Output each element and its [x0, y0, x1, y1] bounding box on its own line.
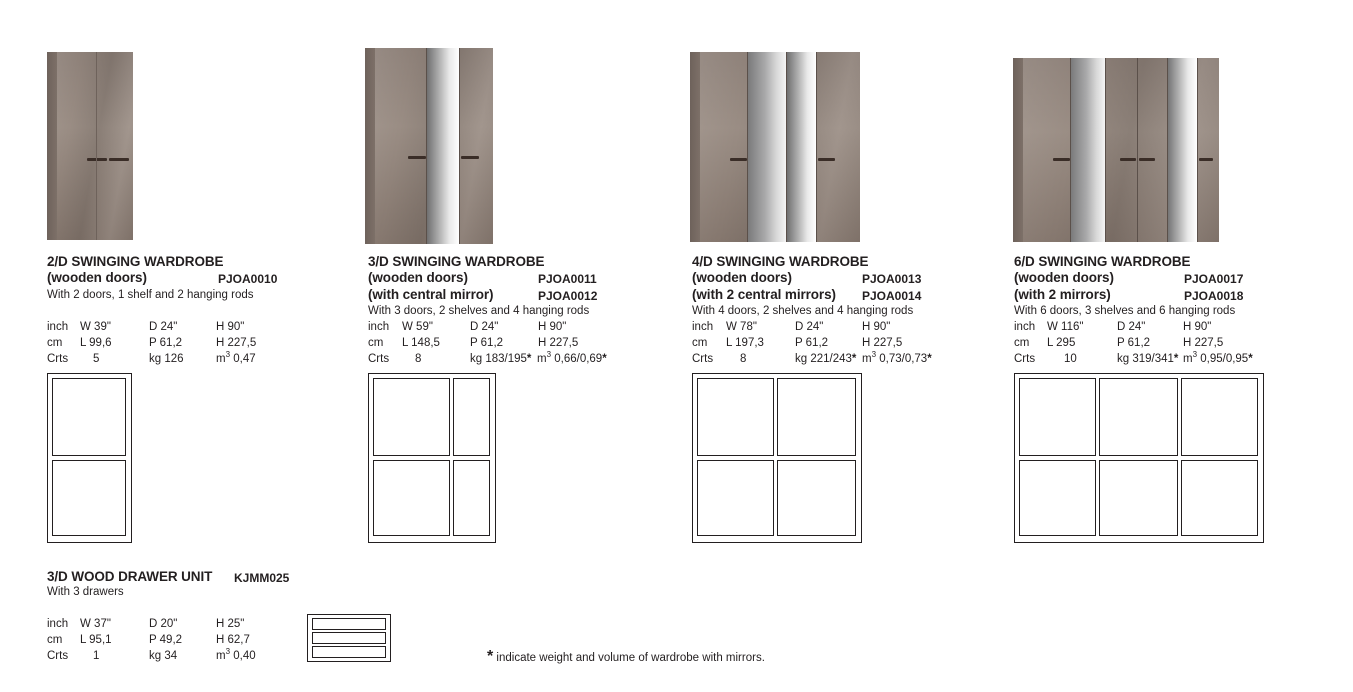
spec-inch-d: D 20" — [149, 618, 178, 630]
footnote — [487, 648, 765, 666]
wardrobe-2d-photo — [47, 52, 133, 240]
spec-inch-label: inch — [47, 618, 69, 630]
wardrobe-6d-photo — [1013, 58, 1219, 242]
spec-cm-label: cm — [368, 337, 384, 349]
spec-cm-w: L 148,5 — [402, 337, 440, 349]
footnote-text: indicate weight and volume of wardrobe with mirrors. — [493, 652, 765, 664]
variant-label: (wooden doors) — [1014, 270, 1114, 285]
wardrobe-4d-drawing — [692, 373, 862, 543]
spec-cm-w: L 95,1 — [80, 634, 112, 646]
spec-weight: kg 183/195* — [470, 353, 532, 365]
spec-inch-d: D 24" — [470, 321, 499, 333]
spec-inch-w: W 59" — [402, 321, 433, 333]
spec-cm-w: L 99,6 — [80, 337, 112, 349]
spec-inch-d: D 24" — [795, 321, 824, 333]
spec-cm-h: H 62,7 — [216, 634, 250, 646]
product-description: With 6 doors, 3 shelves and 6 hanging rods — [1014, 305, 1236, 317]
spec-crts-count: 8 — [740, 353, 747, 365]
wardrobe-2d-drawing — [47, 373, 132, 543]
product-code: PJOA0013 — [862, 272, 922, 286]
variant-label: (wooden doors) — [368, 270, 468, 285]
spec-crts-label: Crts — [1014, 353, 1036, 365]
product-code: PJOA0012 — [538, 289, 598, 303]
spec-cm-label: cm — [47, 337, 63, 349]
spec-cm-label: cm — [47, 634, 63, 646]
wardrobe-6d-drawing — [1014, 373, 1264, 543]
spec-inch-label: inch — [692, 321, 714, 333]
spec-crts-count: 10 — [1064, 353, 1077, 365]
product-description: With 4 doors, 2 shelves and 4 hanging rods — [692, 305, 914, 317]
spec-inch-w: W 116" — [1047, 321, 1084, 333]
drawer-unit-drawing — [307, 614, 391, 662]
spec-cm-label: cm — [692, 337, 708, 349]
spec-weight: kg 126 — [149, 353, 184, 365]
product-title-2d: 2/D SWINGING WARDROBE — [47, 254, 224, 269]
product-description: With 3 doors, 2 shelves and 4 hanging rods — [368, 305, 590, 317]
spec-inch-d: D 24" — [149, 321, 178, 333]
variant-label: (with central mirror) — [368, 287, 494, 302]
wardrobe-3d-photo — [365, 48, 493, 244]
spec-crts-label: Crts — [47, 353, 69, 365]
wardrobe-3d-drawing — [368, 373, 496, 543]
product-code: PJOA0011 — [538, 272, 597, 286]
spec-inch-d: D 24" — [1117, 321, 1146, 333]
product-code: PJOA0010 — [218, 272, 278, 286]
spec-crts-label: Crts — [368, 353, 390, 365]
drawer-unit-code: KJMM025 — [234, 571, 290, 585]
spec-inch-h: H 90" — [216, 321, 245, 333]
product-title-3d: 3/D SWINGING WARDROBE — [368, 254, 545, 269]
spec-inch-h: H 90" — [1183, 321, 1212, 333]
product-code: PJOA0018 — [1184, 289, 1244, 303]
spec-inch-h: H 90" — [862, 321, 891, 333]
spec-inch-w: W 39" — [80, 321, 111, 333]
spec-cm-w: L 295 — [1047, 337, 1076, 349]
spec-cm-h: H 227,5 — [216, 337, 257, 349]
spec-inch-h: H 90" — [538, 321, 567, 333]
spec-volume: $m^3$ 0,95/0,95* — [1183, 350, 1253, 365]
variant-label: (with 2 central mirrors) — [692, 287, 836, 302]
spec-crts-count: 8 — [415, 353, 422, 365]
variant-label: (wooden doors) — [47, 270, 147, 285]
spec-weight: kg 319/341* — [1117, 353, 1179, 365]
spec-crts-count: 1 — [93, 650, 100, 662]
spec-cm-w: L 197,3 — [726, 337, 764, 349]
variant-label: (with 2 mirrors) — [1014, 287, 1111, 302]
spec-cm-d: P 61,2 — [795, 337, 829, 349]
product-title-4d: 4/D SWINGING WARDROBE — [692, 254, 869, 269]
product-title-6d: 6/D SWINGING WARDROBE — [1014, 254, 1191, 269]
spec-inch-label: inch — [368, 321, 390, 333]
spec-cm-h: H 227,5 — [1183, 337, 1224, 349]
spec-cm-h: H 227,5 — [862, 337, 903, 349]
product-description: With 2 doors, 1 shelf and 2 hanging rods — [47, 289, 254, 301]
spec-cm-h: H 227,5 — [538, 337, 579, 349]
spec-crts-label: Crts — [47, 650, 69, 662]
spec-cm-d: P 49,2 — [149, 634, 183, 646]
spec-cm-d: P 61,2 — [470, 337, 504, 349]
spec-inch-label: inch — [1014, 321, 1036, 333]
variant-label: (wooden doors) — [692, 270, 792, 285]
spec-inch-w: W 37" — [80, 618, 111, 630]
spec-crts-label: Crts — [692, 353, 714, 365]
drawer-unit-description: With 3 drawers — [47, 586, 124, 598]
spec-weight: kg 34 — [149, 650, 178, 662]
spec-volume: $m^3$ 0,47 — [216, 350, 256, 365]
spec-weight: kg 221/243* — [795, 353, 857, 365]
spec-volume: $m^3$ 0,73/0,73* — [862, 350, 932, 365]
drawer-unit-title: 3/D WOOD DRAWER UNIT — [47, 569, 213, 584]
footnote-asterisk: * — [487, 648, 494, 665]
product-code: PJOA0014 — [862, 289, 922, 303]
spec-volume: $m^3$ 0,40 — [216, 647, 256, 662]
spec-cm-d: P 61,2 — [1117, 337, 1151, 349]
product-code: PJOA0017 — [1184, 272, 1244, 286]
spec-cm-label: cm — [1014, 337, 1030, 349]
spec-inch-label: inch — [47, 321, 69, 333]
wardrobe-4d-photo — [690, 52, 860, 242]
spec-inch-w: W 78" — [726, 321, 757, 333]
spec-volume: $m^3$ 0,66/0,69* — [537, 350, 607, 365]
spec-crts-count: 5 — [93, 353, 100, 365]
spec-cm-d: P 61,2 — [149, 337, 183, 349]
spec-inch-h: H 25" — [216, 618, 245, 630]
